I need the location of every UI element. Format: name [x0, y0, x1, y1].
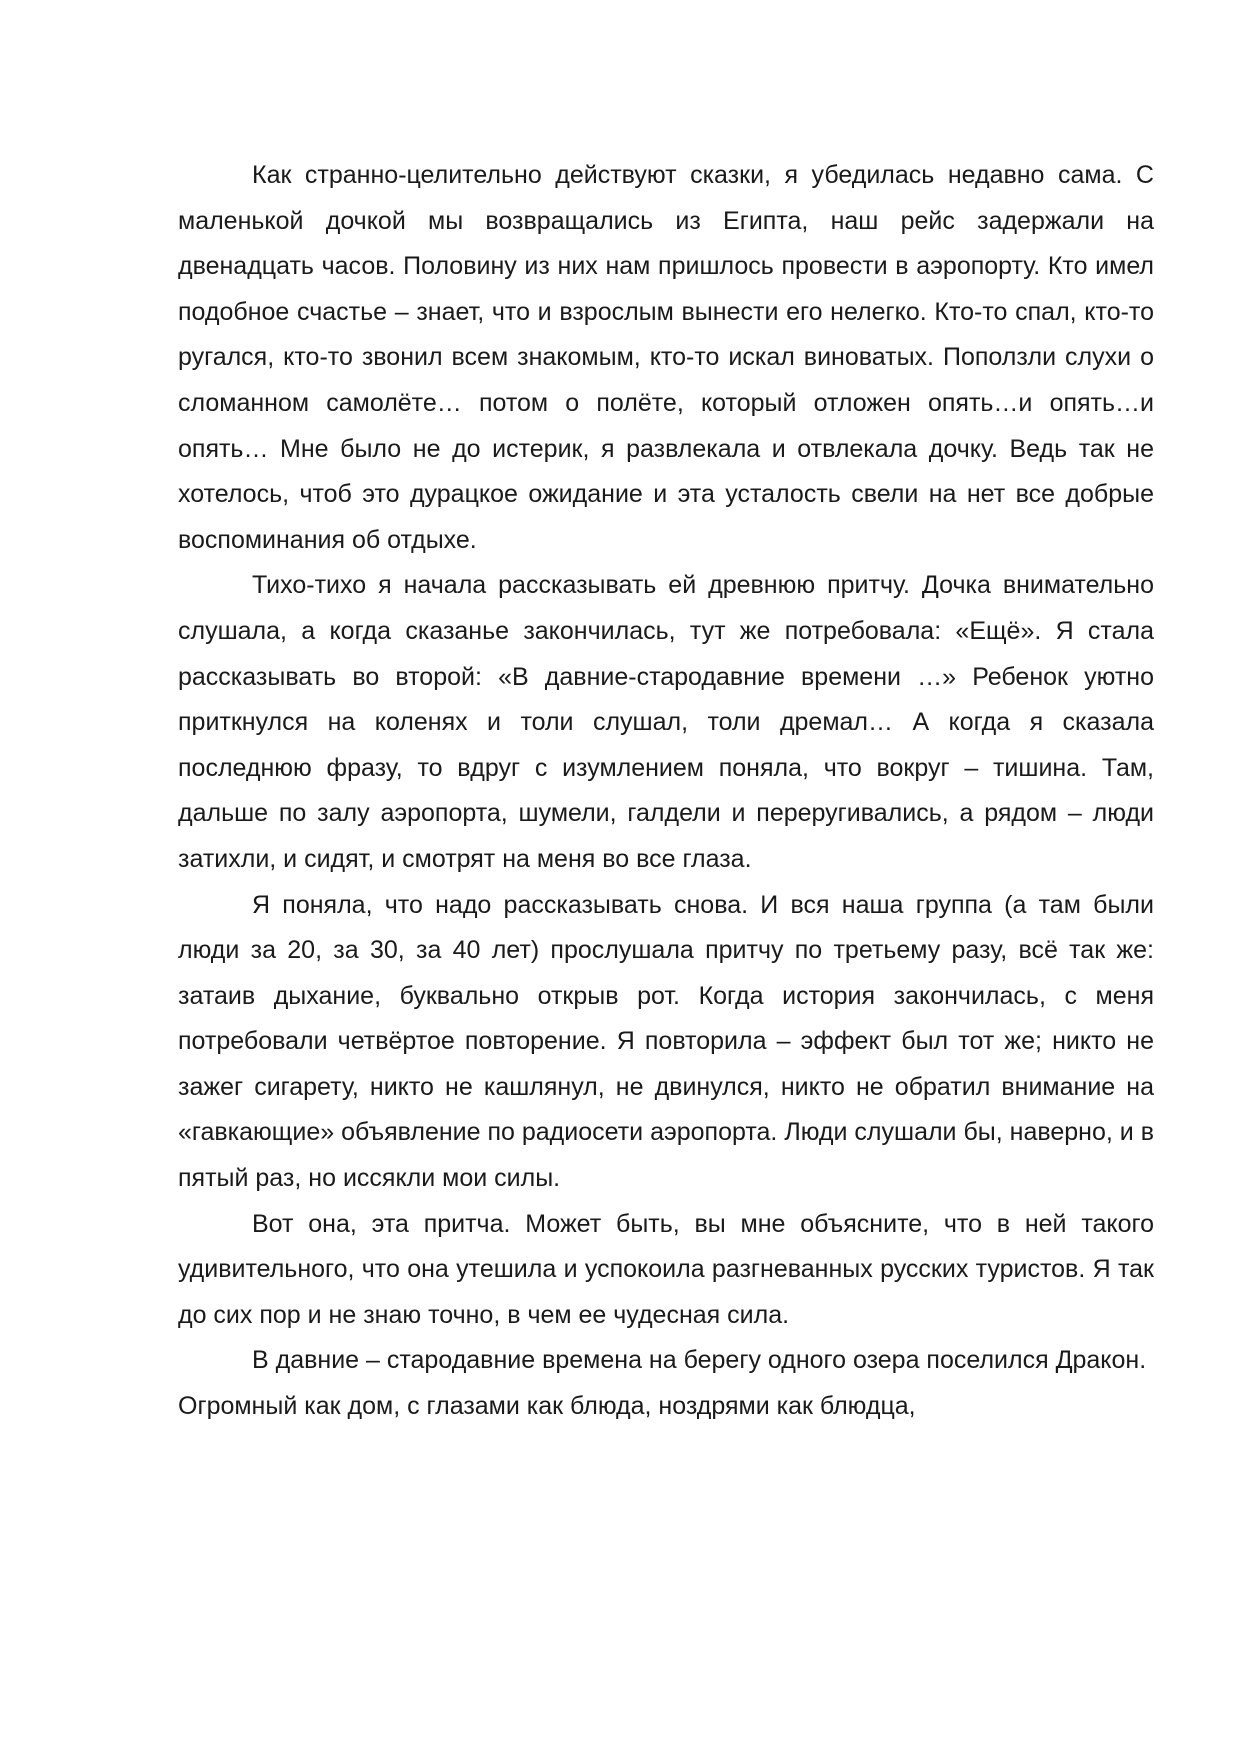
document-body — [178, 153, 1154, 1430]
paragraph-1: Как странно-целительно действуют сказки, я убедилась недавно сама. С маленькой дочкой мы возвращались из Египта, наш рейс задержали на двенадцать часов. Половину из них нам пришлось провести в аэропорту. Кто имел подобное счастье – знает, что и взрослым вынести его нелегко. Кто-то спал, кто-то ругался, кто-то звонил всем знакомым, кто-то искал виноватых. Поползли слухи о сломанном самолёте… потом о полёте, который отложен опять…и опять…и опять… Мне было не до истерик, я развлекала и отвлекала дочку. Ведь так не хотелось, чтоб это дурацкое ожидание и эта усталость свели на нет все добрые воспоминания об отдыхе. — [178, 161, 1154, 554]
paragraph-5: В давние – стародавние времена на берегу одного озера поселился Дракон. Огромный как дом, с глазами как блюда, ноздрями как блюдца, — [178, 1346, 1147, 1421]
paragraph-2: Тихо-тихо я начала рассказывать ей древнюю притчу. Дочка внимательно слушала, а когда сказанье закончилась, тут же потребовала: «Ещё». Я стала рассказывать во второй: «В давние-стародавние времени …» Ребенок уютно приткнулся на коленях и толи слушал, толи дремал… А когда я сказала последнюю фразу, то вдруг с изумлением поняла, что вокруг – тишина. Там, дальше по залу аэропорта, шумели, галдели и переругивались, а рядом – люди затихли, и сидят, и смотрят на меня во все глаза. — [178, 571, 1154, 873]
paragraph-4: Вот она, эта притча. Может быть, вы мне объясните, что в ней такого удивительного, что она утешила и успокоила разгневанных русских туристов. Я так до сих пор и не знаю точно, в чем ее чудесная сила. — [178, 1209, 1154, 1329]
paragraph-3: Я поняла, что надо рассказывать снова. И вся наша группа (а там были люди за 20, за 30, за 40 лет) прослушала притчу по третьему разу, всё так же: затаив дыхание, буквально открыв рот. Когда история закончилась, с меня потребовали четвёртое повторение. Я повторила – эффект был тот же; никто не зажег сигарету, никто не кашлянул, не двинулся, никто не обратил внимание на «гавкающие» объявление по радиосети аэропорта. Люди слушали бы, наверно, и в пятый раз, но иссякли мои силы. — [178, 890, 1154, 1193]
